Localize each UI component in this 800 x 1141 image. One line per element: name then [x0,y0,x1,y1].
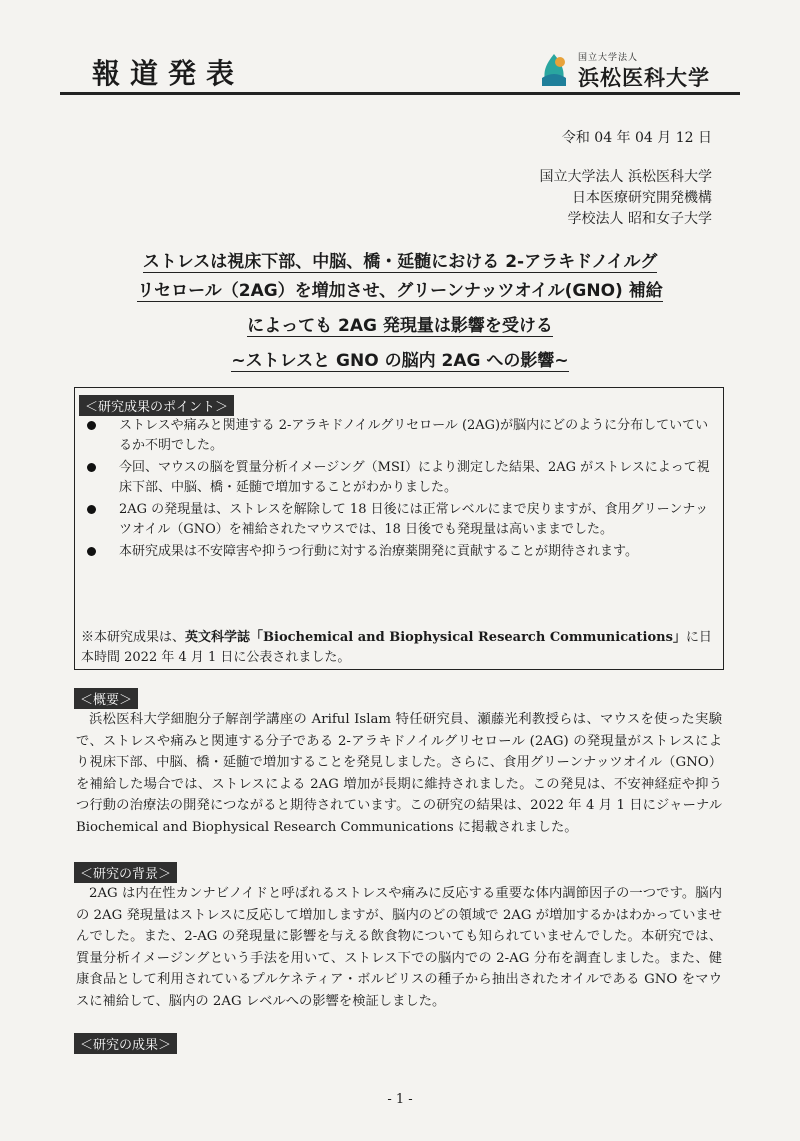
article-title [60,248,740,376]
page-number: - 1 - [387,1092,413,1107]
list-item [81,542,711,562]
list-item [81,500,711,540]
university-logo [538,48,738,92]
bullet-icon [87,463,96,472]
publication-note [81,628,717,668]
point-text: ストレスや痛みと関連する 2-アラキドノイルグリセロール (2AG)が脳内にどのように分布していているか不明でした。 [119,418,709,453]
logo-subtitle: 国立大学法人 [578,53,639,63]
title-line: によっても 2AG 発現量は影響を受ける [247,316,553,336]
title-line: ストレスは視床下部、中脳、橋・延髄における 2-アラキドノイルグ [142,252,658,272]
overview-text: 浜松医科大学細胞分子解剖学講座の Ariful Islam 特任研究員、瀬藤光利教授らは、マウスを使った実験で、ストレスや痛みと関連する分子である 2-アラキドノイルグリセロール (2AG) の発現量がストレスにより視床下部、中脳、橋・延髄で増加することを発見しました。さらに、食用グリーンナッツオイル（GNO）を補給した場合では、ストレスによる 2AG 増加が長期に維持されました。この発見は、不安神経症や抑うつ行動の治療法の開発につながると期待されています。この研究の結果は、2022 年 4 月 1 日にジャーナル Biochemical and Biophysical Research Communications に掲載されました。 [76,712,722,835]
institution: 日本医療研究開発機構 [572,190,712,206]
header-divider [60,92,740,95]
title-subtitle: ~ストレスと GNO の脳内 2AG への影響~ [231,351,569,371]
university-logo-mark-icon [538,52,570,88]
note-prefix: ※本研究成果は、 [81,630,186,645]
bullet-icon [87,547,96,556]
release-date: 令和 04 年 04 月 12 日 [561,130,712,146]
note-suffix: に日本時間 2022 年 4 月 1 日に公表されました。 [81,630,712,665]
list-item [81,458,711,498]
point-text: 今回、マウスの脳を質量分析イメージング（MSI）により測定した結果、2AG がストレスによって視床下部、中脳、橋・延髄で増加することがわかりました。 [119,460,710,495]
list-item [81,416,711,456]
institution: 国立大学法人 浜松医科大学 [539,169,712,185]
results-heading: ＜研究の成果＞ [74,1033,177,1054]
background-text: 2AG は内在性カンナビノイドと呼ばれるストレスや痛みに反応する重要な体内調節因子の一つです。脳内の 2AG 発現量はストレスに反応して増加しますが、脳内のどの領域で 2AG が増加するかはわかっていませんでした。また、2-AG の発現量に影響を与える飲食物についても知られていませんでした。本研究では、質量分析イメージングという手法を用いて、ストレス下での脳内での 2-AG 分布を調査しました。また、健康食品として利用されているプルケネティア・ボルビリスの種子から抽出されたオイルである GNO をマウスに補給して、脳内の 2AG レベルへの影響を検証しました。 [76,886,722,1009]
institution: 学校法人 昭和女子大学 [567,211,712,227]
journal-name: 英文科学誌「Biochemical and Biophysical Research Communications」 [185,630,686,645]
title-line: リセロール（2AG）を増加させ、グリーンナッツオイル(GNO) 補給 [137,281,663,301]
bullet-icon [87,505,96,514]
logo-name: 浜松医科大学 [578,66,710,90]
point-text: 2AG の発現量は、ストレスを解除して 18 日後には正常レベルにまで戻りますが、食用グリーンナッツオイル（GNO）を補給されたマウスでは、18 日後でも発現量は高いままでした。 [119,502,709,537]
background-heading: ＜研究の背景＞ [74,862,177,883]
bullet-icon [87,421,96,430]
press-release-title: 報道発表 [92,57,245,90]
overview-heading: ＜概要＞ [74,688,138,709]
research-points-box [74,387,724,670]
points-list [81,416,711,564]
point-text: 本研究成果は不安障害や抑うつ行動に対する治療薬開発に貢献することが期待されます。 [119,544,638,559]
points-heading: ＜研究成果のポイント＞ [79,395,234,416]
